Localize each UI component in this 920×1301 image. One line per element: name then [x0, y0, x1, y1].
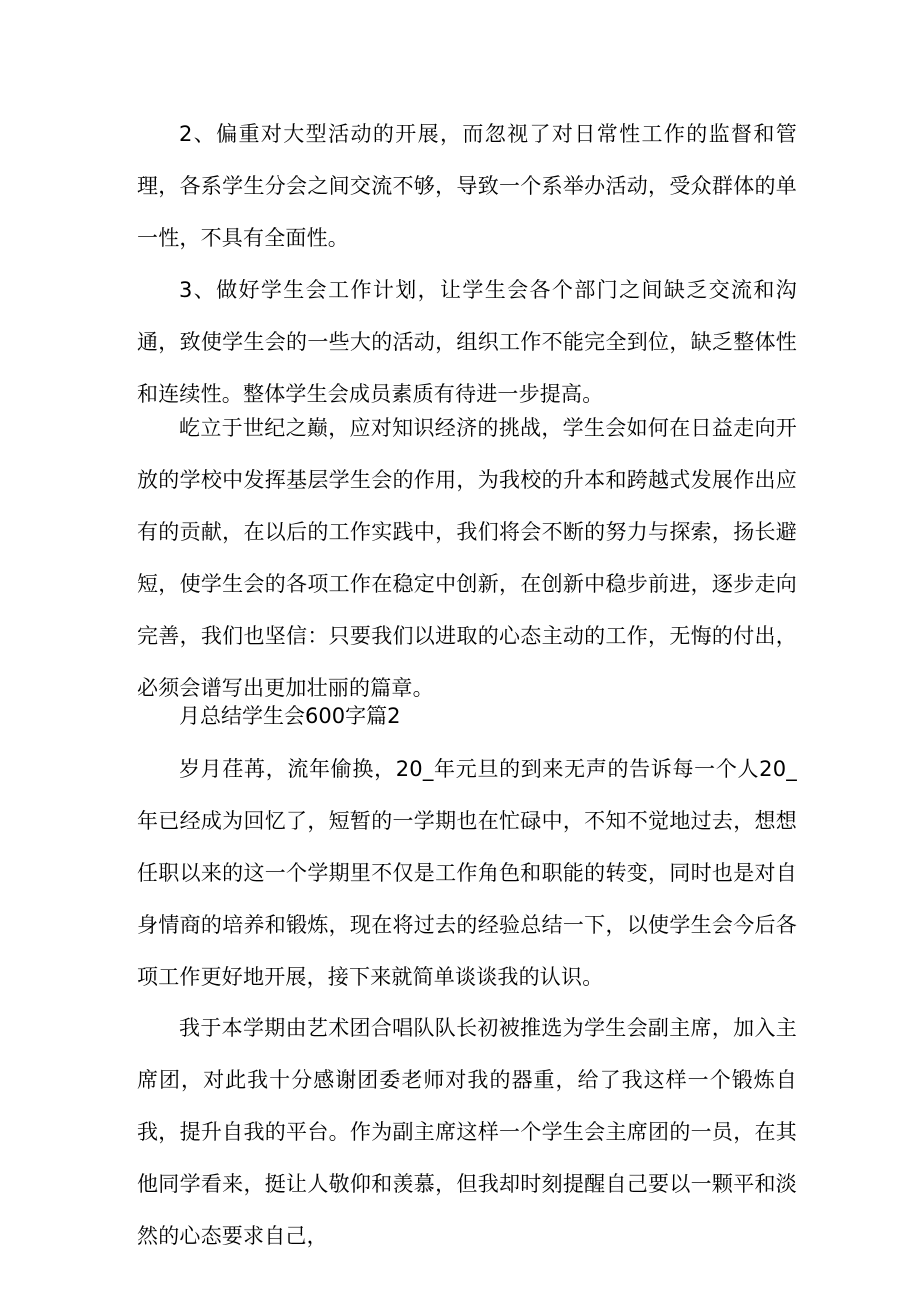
paragraph-section2-body: 我于本学期由艺术团合唱队队长初被推选为学生会副主席，加入主席团，对此我十分感谢团委老师对我的器重，给了我这样一个锻炼自我，提升自我的平台。作为副主席这样一个学生会主席团的一员，在其他同学看来，挺让人敬仰和羡慕，但我却时刻提醒自己要以一颗平和淡然的心态要求自己，: [137, 1016, 797, 1248]
paragraph-item-2: 2、偏重对大型活动的开展，而忽视了对日常性工作的监督和管理，各系学生分会之间交流不够，导致一个系举办活动，受众群体的单一性，不具有全面性。: [137, 122, 797, 250]
paragraph-item-3: 3、做好学生会工作计划，让学生会各个部门之间缺乏交流和沟通，致使学生会的一些大的活动，组织工作不能完全到位，缺乏整体性和连续性。整体学生会成员素质有待进一步提高。: [137, 278, 797, 406]
paragraph-section2-intro: 岁月荏苒，流年偷换，20_年元旦的到来无声的告诉每一个人20_年已经成为回忆了，短暂的一学期也在忙碌中，不知不觉地过去，想想任职以来的这一个学期里不仅是工作角色和职能的转变，同时也是对自身情商的培养和锻炼，现在将过去的经验总结一下，以使学生会今后各项工作更好地开展，接下来就简单谈谈我的认识。: [137, 757, 797, 989]
paragraph-conclusion: 屹立于世纪之巅，应对知识经济的挑战，学生会如何在日益走向开放的学校中发挥基层学生会的作用，为我校的升本和跨越式发展作出应有的贡献，在以后的工作实践中，我们将会不断的努力与探索，扬长避短，使学生会的各项工作在稳定中创新，在创新中稳步前进，逐步走向完善，我们也坚信：只要我们以进取的心态主动的工作，无悔的付出，必须会谱写出更加壮丽的篇章。: [137, 416, 797, 700]
section-heading: 月总结学生会600字篇2: [179, 704, 401, 728]
